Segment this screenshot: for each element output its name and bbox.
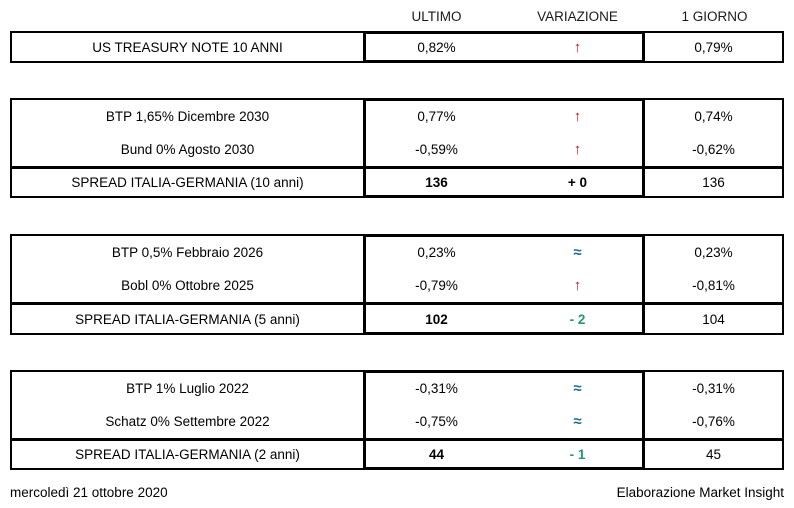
section-5-anni (10, 234, 784, 335)
approx-icon: ≈ (573, 244, 582, 261)
ultimo-value: -0,79% (415, 278, 458, 293)
report-date: mercoledì 21 ottobre 2020 (10, 485, 168, 500)
spread-giorno-value: 45 (705, 447, 722, 462)
spread-change-value: - 1 (569, 447, 586, 462)
ultimo-value: 0,77% (417, 109, 456, 124)
section-2-anni (10, 370, 784, 470)
spread-label: SPREAD ITALIA-GERMANIA (10 anni) (71, 175, 304, 190)
spread-row (12, 166, 782, 196)
bond-label: BTP 1,65% Dicembre 2030 (105, 109, 270, 124)
bond-row (12, 33, 782, 61)
approx-icon: ≈ (573, 380, 582, 397)
section-us-treasury (10, 31, 784, 63)
report-source: Elaborazione Market Insight (616, 485, 784, 500)
up-arrow-icon: ↑ (573, 141, 582, 158)
bond-label: Schatz 0% Settembre 2022 (105, 414, 270, 429)
spread-change-value: + 0 (567, 175, 588, 190)
approx-icon: ≈ (573, 413, 582, 430)
ultimo-value: -0,75% (415, 414, 458, 429)
bond-row (12, 372, 782, 405)
column-header-ultimo: ULTIMO (411, 9, 462, 24)
up-arrow-icon: ↑ (573, 38, 582, 56)
bond-row (12, 100, 782, 133)
spread-ultimo-value: 136 (425, 175, 448, 190)
giorno-value: -0,76% (692, 414, 735, 429)
bond-label: US TREASURY NOTE 10 ANNI (92, 39, 283, 55)
bond-label: BTP 1% Luglio 2022 (126, 381, 249, 396)
bond-label: Bund 0% Agosto 2030 (120, 142, 255, 157)
spread-giorno-value: 104 (702, 311, 725, 327)
bond-row (12, 269, 782, 302)
spread-ultimo-value: 44 (428, 447, 445, 462)
giorno-value: -0,62% (692, 142, 735, 157)
giorno-value: 0,74% (694, 109, 733, 124)
ultimo-value: -0,59% (415, 142, 458, 157)
giorno-value: 0,79% (694, 39, 733, 55)
bond-row (12, 405, 782, 438)
up-arrow-icon: ↑ (573, 277, 582, 294)
bond-row (12, 236, 782, 269)
spread-row (12, 438, 782, 468)
ultimo-value: 0,23% (417, 245, 456, 260)
bond-row (12, 133, 782, 166)
column-header-variazione: VARIAZIONE (537, 9, 618, 24)
spread-label: SPREAD ITALIA-GERMANIA (5 anni) (75, 311, 300, 327)
spread-label: SPREAD ITALIA-GERMANIA (2 anni) (75, 447, 300, 462)
spread-giorno-value: 136 (702, 175, 725, 190)
bond-label: BTP 0,5% Febbraio 2026 (111, 245, 264, 260)
giorno-value: 0,23% (694, 245, 733, 260)
bond-label: Bobl 0% Ottobre 2025 (121, 278, 254, 293)
spread-ultimo-value: 102 (425, 311, 448, 327)
column-header-1-giorno: 1 GIORNO (681, 9, 748, 24)
giorno-value: -0,31% (692, 381, 735, 396)
spread-row (12, 302, 782, 333)
spread-change-value: - 2 (569, 311, 586, 327)
giorno-value: -0,81% (692, 278, 735, 293)
section-10-anni (10, 98, 784, 198)
up-arrow-icon: ↑ (573, 108, 582, 125)
ultimo-value: 0,82% (417, 39, 456, 55)
ultimo-value: -0,31% (415, 381, 458, 396)
